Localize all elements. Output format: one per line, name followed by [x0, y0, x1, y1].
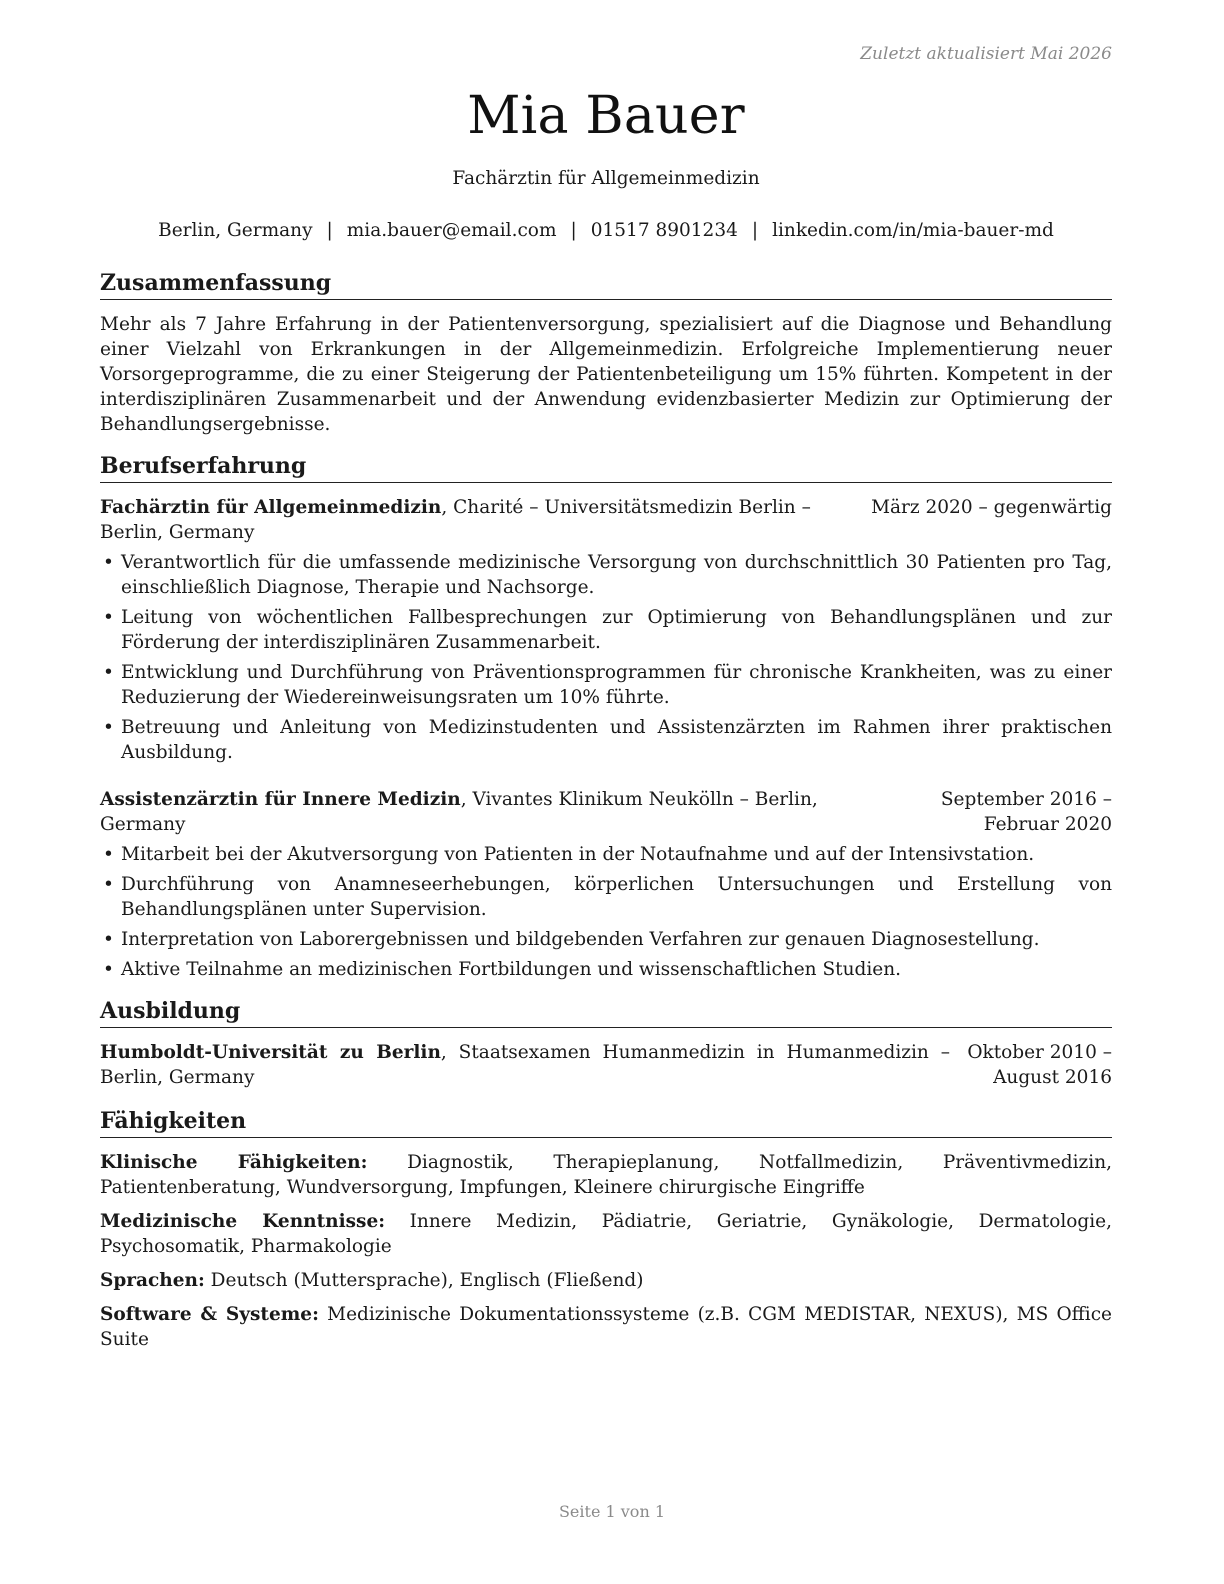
skill-row: [100, 1268, 1112, 1293]
job-header: [100, 495, 1112, 545]
job-title-line: [100, 495, 859, 545]
contact-phone[interactable]: 01517 8901234: [590, 220, 738, 241]
skill-row: [100, 1209, 1112, 1259]
job-title-line: [100, 787, 871, 837]
person-name: Mia Bauer: [467, 86, 745, 146]
education-section: [100, 996, 1112, 1090]
section-title-experience: Berufserfahrung: [100, 451, 1112, 483]
job-bullet: • Leitung von wöchentlichen Fallbesprechungen zur Optimierung von Behandlungsplänen und zur Förderung der interdisziplinären Zusammenarbeit.: [100, 605, 1112, 655]
job-bullet: • Durchführung von Anamneseerhebungen, körperlichen Untersuchungen und Erstellung von Behandlungsplänen unter Supervision.: [100, 872, 1112, 922]
contact-separator: |: [570, 220, 577, 241]
contact-linkedin[interactable]: linkedin.com/in/mia-bauer-md: [772, 220, 1054, 241]
job-bullet: • Mitarbeit bei der Akutversorgung von Patienten in der Notaufnahme und auf der Intensivstation.: [100, 842, 1112, 867]
experience-section: [100, 451, 1112, 982]
contact-separator: |: [326, 220, 333, 241]
section-title-education: Ausbildung: [100, 996, 1112, 1028]
job-entry: [100, 787, 1112, 982]
contact-email[interactable]: mia.bauer@email.com: [346, 220, 557, 241]
job-header: [100, 787, 1112, 837]
skill-label: Software & Systeme:: [100, 1304, 319, 1325]
education-degree: , Staatsexamen Humanmedizin in Humanmedizin – Berlin, Germany: [100, 1042, 950, 1088]
job-dates: März 2020 – gegenwärtig: [871, 497, 1112, 518]
page-footer: Seite 1 von 1: [558, 1502, 666, 1521]
contact-separator: |: [751, 220, 759, 241]
section-title-skills: Fähigkeiten: [100, 1106, 1112, 1138]
skill-value: Innere Medizin, Pädiatrie, Geriatrie, Gynäkologie, Dermatologie, Psychosomatik, Pharmakologie: [100, 1211, 1112, 1257]
job-bullet: • Betreuung und Anleitung von Medizinstudenten und Assistenzärzten im Rahmen ihrer praktischen Ausbildung.: [100, 715, 1112, 765]
education-line: [100, 1040, 950, 1090]
summary-text: Mehr als 7 Jahre Erfahrung in der Patientenversorgung, spezialisiert auf die Diagnose und Behandlung einer Vielzahl von Erkrankungen in der Allgemeinmedizin. Erfolgreiche Implementierung neuer Vorsorgeprogramme, die zu einer Steigerung der Patientenbeteiligung um 15% führten. Kompetent in der interdisziplinären Zusammenarbeit und der Anwendung evidenzbasierter Medizin zur Optimierung der Behandlungsergebnisse.: [100, 314, 1112, 435]
job-bullets: [100, 842, 1112, 982]
job-bullet: • Aktive Teilnahme an medizinischen Fortbildungen und wissenschaftlichen Studien.: [100, 957, 1112, 982]
job-entry: [100, 495, 1112, 765]
skill-label: Klinische Fähigkeiten:: [100, 1152, 368, 1173]
education-dates: Oktober 2010 – August 2016: [967, 1042, 1112, 1088]
skill-label: Medizinische Kenntnisse:: [100, 1211, 386, 1232]
contact-location: Berlin, Germany: [158, 220, 313, 241]
job-bullet: • Interpretation von Laborergebnissen und bildgebenden Verfahren zur genauen Diagnosestellung.: [100, 927, 1112, 952]
education-entry: [100, 1040, 1112, 1090]
skill-value: Medizinische Dokumentationssysteme (z.B. CGM MEDISTAR, NEXUS), MS Office Suite: [100, 1304, 1112, 1350]
skill-value: Deutsch (Muttersprache), Englisch (Fließend): [204, 1270, 644, 1291]
summary-section: [100, 268, 1112, 437]
resume-sections: [100, 268, 1112, 1361]
job-dates: September 2016 – Februar 2020: [940, 789, 1112, 835]
job-bullet: • Verantwortlich für die umfassende medizinische Versorgung von durchschnittlich 30 Patienten pro Tag, einschließlich Diagnose, Therapie und Nachsorge.: [100, 550, 1112, 600]
last-updated-note: Zuletzt aktualisiert Mai 2026: [860, 44, 1112, 64]
job-org: , Vivantes Klinikum Neukölln – Berlin, Germany: [100, 789, 818, 835]
job-bullet: • Entwicklung und Durchführung von Präventionsprogrammen für chronische Krankheiten, was zu einer Reduzierung der Wiedereinweisungsraten um 10% führte.: [100, 660, 1112, 710]
headline: Fachärztin für Allgemeinmedizin: [452, 168, 760, 189]
skill-label: Sprachen:: [100, 1270, 205, 1291]
job-bullets: [100, 550, 1112, 765]
skill-row: [100, 1302, 1112, 1352]
section-title-summary: Zusammenfassung: [100, 268, 1112, 300]
skills-section: [100, 1106, 1112, 1352]
education-school: Humboldt-Universität zu Berlin: [100, 1042, 441, 1063]
job-org: , Charité – Universitätsmedizin Berlin – Berlin, Germany: [100, 497, 811, 543]
job-role: Fachärztin für Allgemeinmedizin: [100, 497, 442, 518]
skill-value: Diagnostik, Therapieplanung, Notfallmedizin, Präventivmedizin, Patientenberatung, Wundversorgung, Impfungen, Kleinere chirurgische Eingriffe: [100, 1152, 1112, 1198]
skill-row: [100, 1150, 1112, 1200]
contact-line: [100, 220, 1112, 241]
job-role: Assistenzärztin für Innere Medizin: [100, 789, 461, 810]
